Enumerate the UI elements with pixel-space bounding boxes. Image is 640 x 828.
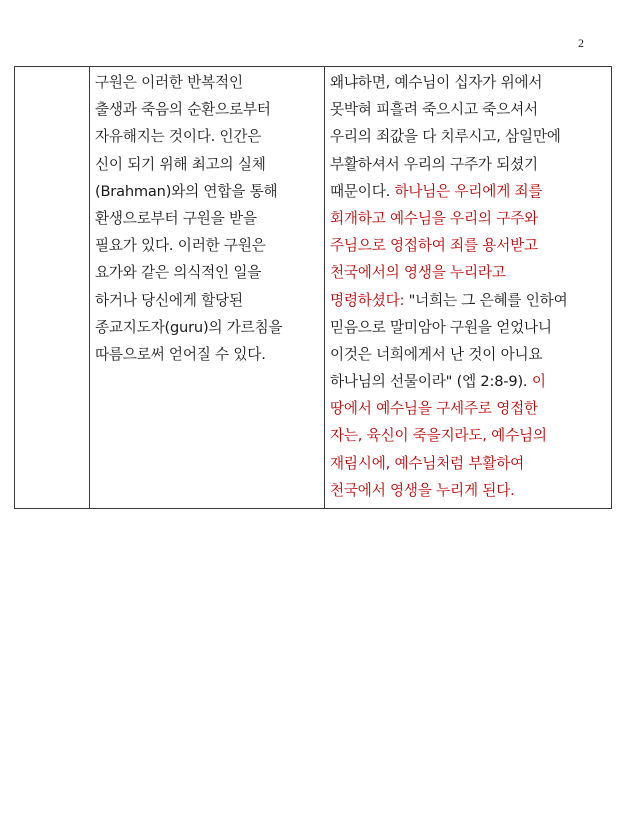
text-segment: 믿음으로 말미암아 구원을 얻었나니 — [330, 318, 552, 336]
emphasized-text: 천국에서 영생을 누리게 된다. — [330, 481, 515, 499]
text-segment: 때문이다. — [330, 182, 395, 200]
text-line — [330, 96, 607, 123]
emphasized-text: 땅에서 예수님을 구세주로 영접한 — [330, 400, 538, 418]
text-line — [330, 69, 607, 96]
text-segment: 못박혀 피흘려 죽으시고 죽으셔서 — [330, 101, 538, 119]
text-line — [330, 123, 607, 150]
table-cell-hinduism — [90, 67, 325, 509]
text-line — [330, 477, 607, 504]
text-line — [330, 368, 607, 395]
page-number: 2 — [578, 36, 584, 50]
text-line: 신이 되기 위해 최고의 실체 — [95, 155, 266, 173]
text-line — [330, 395, 607, 422]
text-segment: 하나님의 선물이라" (엡 2:8-9). — [330, 373, 532, 391]
text-line: (Brahman)와의 연합을 통해 — [95, 182, 278, 200]
text-segment: 우리의 죄값을 다 치루시고, 삼일만에 — [330, 128, 561, 146]
text-line — [330, 450, 607, 477]
emphasized-text: 명령하셨다: — [330, 291, 405, 309]
emphasized-text: 주님으로 영접하여 죄를 용서받고 — [330, 237, 538, 255]
emphasized-text: 하나님은 우리에게 죄를 — [394, 182, 543, 200]
table-cell-empty — [15, 67, 90, 509]
text-line: 자유해지는 것이다. 인간은 — [95, 128, 262, 146]
text-segment: 부활하셔서 우리의 구주가 되셨기 — [330, 155, 538, 173]
text-line — [330, 287, 607, 314]
emphasized-text: 회개하고 예수님을 우리의 구주와 — [330, 209, 538, 227]
left-column-text — [90, 67, 324, 372]
table-row — [15, 67, 612, 509]
text-line — [330, 422, 607, 449]
text-line — [330, 178, 607, 205]
table-cell-christianity — [325, 67, 612, 509]
text-line — [330, 314, 607, 341]
emphasized-text: 자는, 육신이 죽을지라도, 예수님의 — [330, 427, 547, 445]
text-line: 필요가 있다. 이러한 구원은 — [95, 237, 266, 255]
text-line: 구원은 이러한 반복적인 — [95, 74, 243, 91]
text-line — [330, 151, 607, 178]
text-segment: 왜냐하면, 예수님이 십자가 위에서 — [330, 74, 543, 91]
text-line: 따름으로써 얻어질 수 있다. — [95, 345, 266, 363]
emphasized-text: 이 — [531, 373, 546, 391]
emphasized-text: 재림시에, 예수님처럼 부활하여 — [330, 454, 524, 472]
text-line — [330, 232, 607, 259]
text-line — [330, 205, 607, 232]
text-line — [330, 341, 607, 368]
right-column-text — [325, 67, 611, 508]
text-line — [330, 259, 607, 286]
text-line: 하거나 당신에게 할당된 — [95, 291, 243, 309]
text-line: 종교지도자(guru)의 가르침을 — [95, 318, 283, 336]
emphasized-text: 천국에서의 영생을 누리라고 — [330, 264, 506, 282]
text-segment: 이것은 너희에게서 난 것이 아니요 — [330, 345, 543, 363]
text-segment: "너희는 그 은혜를 인하여 — [404, 291, 568, 309]
text-line: 환생으로부터 구원을 받을 — [95, 209, 257, 227]
text-line: 요가와 같은 의식적인 일을 — [95, 264, 262, 282]
text-line: 출생과 죽음의 순환으로부터 — [95, 101, 271, 119]
content-table — [14, 66, 612, 509]
